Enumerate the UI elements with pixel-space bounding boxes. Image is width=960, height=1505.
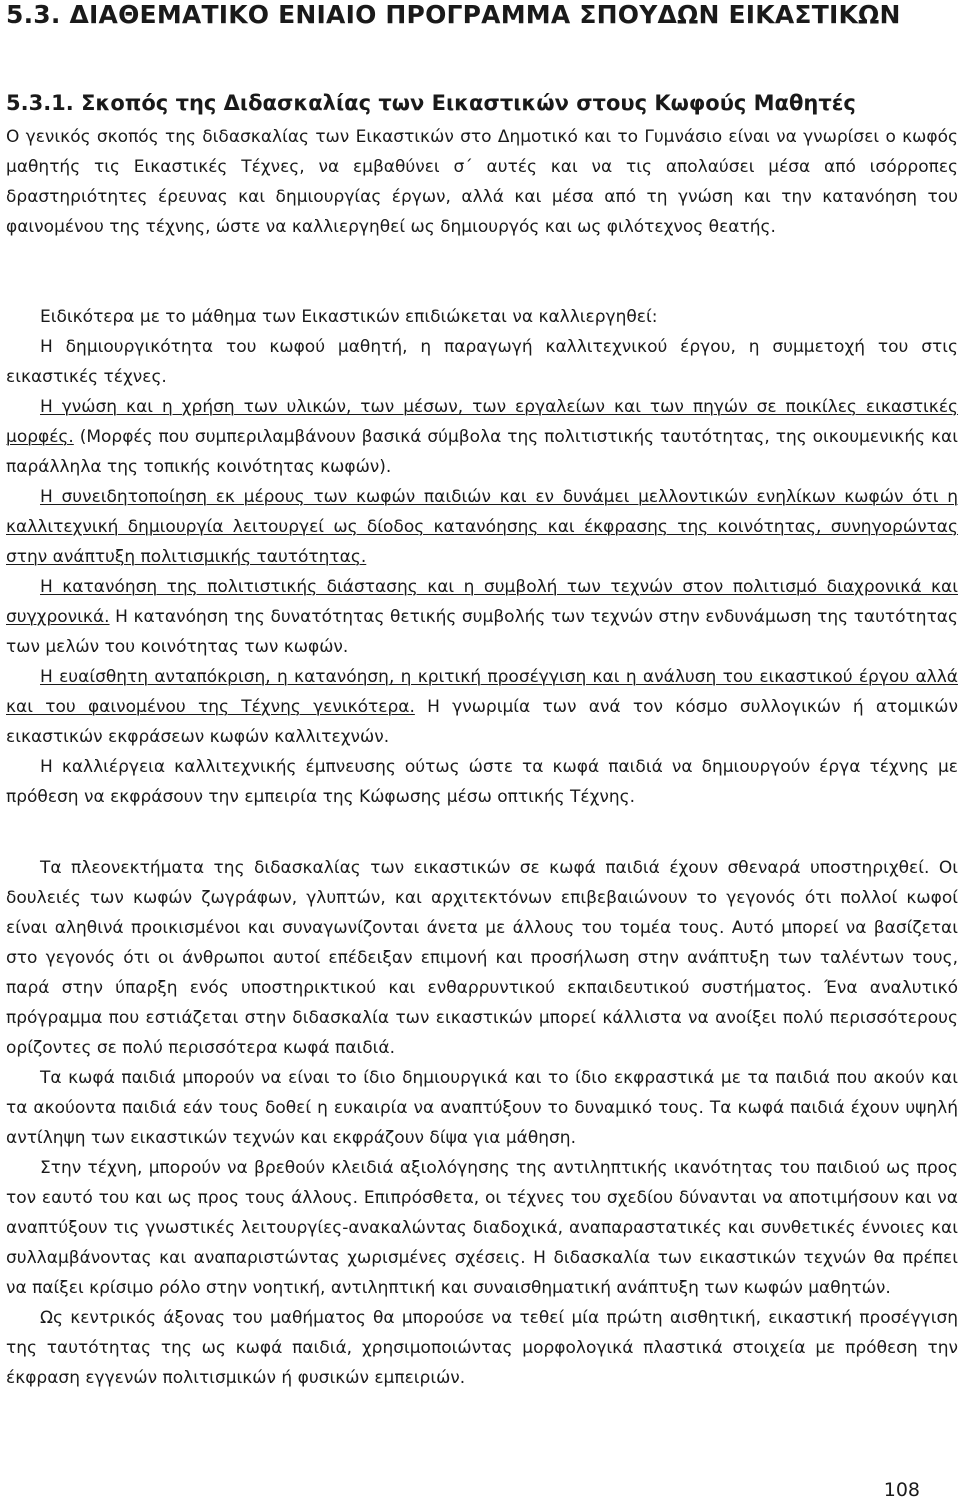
goal-item [6, 332, 958, 392]
body-paragraph: Τα πλεονεκτήματα της διδασκαλίας των εικαστικών σε κωφά παιδιά έχουν σθεναρά υποστηριχθεί. Οι δουλειές των κωφών ζωγράφων, γλυπτών, και αρχιτεκτόνων επιβεβαιώνουν το γεγονός ότι πολλοί κωφοί είναι αληθινά προικισμένοι και συναγωνίζονται άνετα με άλλους του τομέα τους. Αυτό μπορεί να βασίζεται στο γεγονός ότι οι άνθρωποι αυτοί επέδειξαν επιμονή και προσήλωση στην ανάπτυξη των ταλέντων τους, παρά στην ύπαρξη ενός υποστηρικτικού και ενθαρρυντικού εκπαιδευτικού συστήματος. Ένα αναλυτικό πρόγραμμα που εστιάζεται στην διδασκαλία των εικαστικών μπορεί κάλλιστα να ανοίξει πολύ περισσότερους ορίζοντες σε πολύ περισσότερα κωφά παιδιά. [6, 858, 958, 1058]
goal-text-underlined: Η συνειδητοποίηση εκ μέρους των κωφών παιδιών και εν δυνάμει μελλοντικών ενηλίκων κωφών ότι η καλλιτεχνική δημιουργία λειτουργεί ως δίοδος κατανόησης και έκφρασης της κοινότητας, συνηγορώντας στην ανάπτυξη πολιτισμικής ταυτότητας. [6, 487, 958, 567]
body-block [6, 853, 958, 1393]
goal-text: Η δημιουργικότητα του κωφού μαθητή, η παραγωγή καλλιτεχνικού έργου, η συμμετοχή του στις εικαστικές τέχνες. [6, 337, 958, 387]
intro-block [6, 122, 958, 242]
goal-item [6, 392, 958, 482]
goal-item [6, 572, 958, 662]
goal-text: Η γνωριμία των ανά τον κόσμο συλλογικών ή ατομικών εικαστικών εκφράσεων κωφών καλλιτεχνών. [6, 697, 959, 747]
body-paragraph: Στην τέχνη, μπορούν να βρεθούν κλειδιά αξιολόγησης της αντιληπτικής ικανότητας του παιδιού ως προς τον εαυτό του και ως προς τους άλλους. Επιπρόσθετα, οι τέχνες του σχεδίου δύνανται να αποτιμήσουν και να αναπτύξουν τις γνωστικές λειτουργίες-ανακαλώντας διαδοχικά, αναπαραστατικές και συνθετικές έννοιες και συλλαμβάνοντας και αναπαριστώντας χωρισμένες σχέσεις. Η διδασκαλία των εικαστικών τεχνών θα πρέπει να παίξει κρίσιμο ρόλο στην νοητική, αντιληπτική και συναισθηματική ανάπτυξη των κωφών μαθητών. [6, 1158, 958, 1298]
goals-lead: Ειδικότερα με το μάθημα των Εικαστικών επιδιώκεται να καλλιεργηθεί: [40, 307, 658, 327]
goals-block [6, 302, 958, 812]
body-paragraph: Ως κεντρικός άξονας του μαθήματος θα μπορούσε να τεθεί μία πρώτη αισθητική, εικαστική προσέγγιση της ταυτότητας της ως κωφά παιδιά, χρησιμοποιώντας μορφολογικά πλαστικά στοιχεία με πρόθεση την έκφραση εγγενών πολιτισμικών ή φυσικών εμπειριών. [6, 1308, 958, 1388]
goal-item [6, 662, 958, 752]
goal-text: Η καλλιέργεια καλλιτεχνικής έμπνευσης ούτως ώστε τα κωφά παιδιά να δημιουργούν έργα τέχνης με πρόθεση να εκφράσουν την εμπειρία της Κώφωσης μέσω οπτικής Τέχνης. [6, 757, 958, 807]
intro-paragraph: Ο γενικός σκοπός της διδασκαλίας των Εικαστικών στο Δημοτικό και το Γυμνάσιο είναι να γνωρίσει ο κωφός μαθητής τις Εικαστικές Τέχνες, να εμβαθύνει σ΄ αυτές και να τις απολαύσει μέσα από ισόρροπες δραστηριότητες έρευνας και δημιουργίας έργων, αλλά και μέσα από τη γνώση και την κατανόηση του φαινομένου της τέχνης, ώστε να καλλιεργηθεί ως δημιουργός και ως φιλότεχνος θεατής. [6, 127, 958, 237]
goal-item [6, 752, 958, 812]
goal-text-underlined: Η κατανόηση της πολιτιστικής διάστασης και η συμβολή των τεχνών στον πολιτισμό διαχρονικά και συγχρονικά. [6, 577, 958, 627]
goal-item [6, 482, 958, 572]
body-paragraph: Τα κωφά παιδιά μπορούν να είναι το ίδιο δημιουργικά και το ίδιο εκφραστικά με τα παιδιά που ακούν και τα ακούοντα παιδιά εάν τους δοθεί η ευκαιρία να αναπτύξουν το δυναμικό τους. Τα κωφά παιδιά έχουν υψηλή αντίληψη των εικαστικών τεχνών και εκφράζουν δίψα για μάθηση. [6, 1068, 958, 1148]
section-heading: 5.3. ΔΙΑΘΕΜΑΤΙΚΟ ΕΝΙΑΙΟ ΠΡΟΓΡΑΜΜΑ ΣΠΟΥΔΩΝ ΕΙΚΑΣΤΙΚΩΝ [6, 0, 901, 29]
goal-text-underlined: Η ευαίσθητη ανταπόκριση, η κατανόηση, η κριτική προσέγγιση και η ανάλυση του εικαστικού έργου αλλά και του φαινομένου της Τέχνης γενικότερα. [6, 667, 958, 717]
goal-text-underlined: Η γνώση και η χρήση των υλικών, των μέσων, των εργαλείων και των πηγών σε ποικίλες εικαστικές μορφές. [6, 397, 958, 447]
subsection-heading: 5.3.1. Σκοπός της Διδασκαλίας των Εικαστικών στους Κωφούς Μαθητές [6, 91, 856, 115]
page-number: 108 [883, 1479, 920, 1501]
goal-text: (Μορφές που συμπεριλαμβάνουν βασικά σύμβολα της πολιτιστικής ταυτότητας, της οικουμενικής και παράλληλα της τοπικής κοινότητας κωφών). [6, 427, 958, 477]
goal-text: Η κατανόηση της δυνατότητας θετικής συμβολής των τεχνών στην ενδυνάμωση της ταυτότητας των μελών του κοινότητας των κωφών. [6, 607, 958, 657]
